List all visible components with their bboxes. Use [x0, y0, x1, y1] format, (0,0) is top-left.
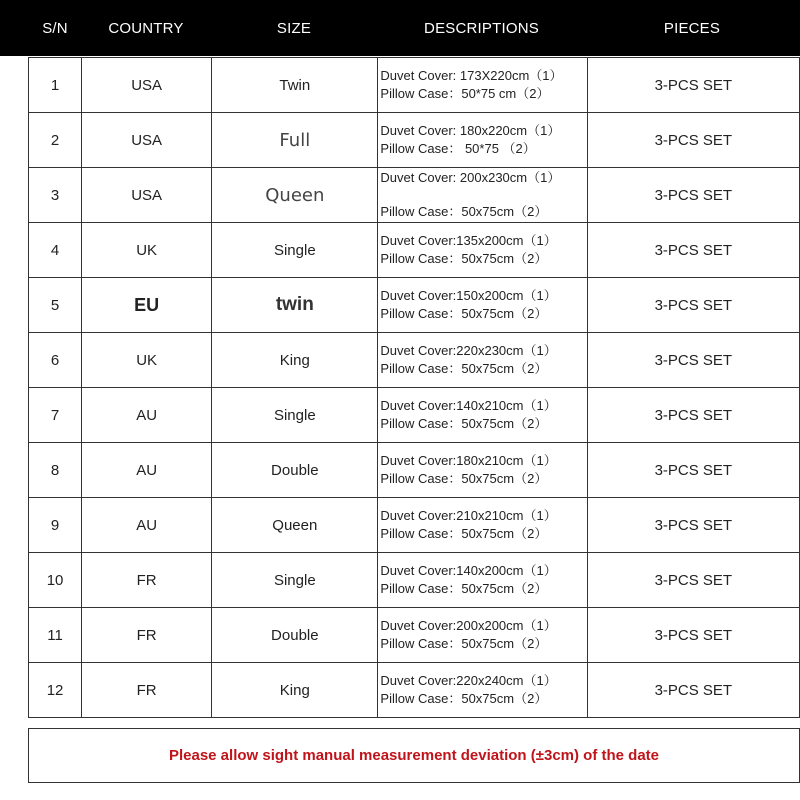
cell-sn [29, 278, 82, 333]
cell-size-text: Double [271, 626, 319, 644]
cell-sn-text: 7 [50, 406, 60, 424]
cell-country [82, 663, 212, 718]
pillow-case-text: Pillow Case：50x75cm（2） [380, 636, 548, 651]
cell-size [212, 278, 378, 333]
cell-sn [29, 498, 82, 553]
pillow-case-text: Pillow Case：50x75cm（2） [380, 526, 548, 541]
header-pieces: PIECES [663, 20, 721, 37]
cell-country [82, 113, 212, 168]
size-table [28, 57, 800, 718]
cell-pieces-text: 3-PCS SET [654, 516, 733, 534]
cell-pieces [587, 553, 799, 608]
cell-pieces [587, 168, 799, 223]
cell-description [378, 443, 587, 498]
cell-sn [29, 608, 82, 663]
table-row [29, 168, 800, 223]
pillow-case-text: Pillow Case：50*75 cm（2） [380, 86, 550, 101]
cell-size-text: Single [273, 406, 316, 424]
cell-sn-text: 6 [50, 351, 60, 369]
cell-country-text: USA [131, 186, 163, 204]
cell-description [378, 333, 587, 388]
table-row [29, 608, 800, 663]
cell-pieces-text: 3-PCS SET [654, 626, 733, 644]
cell-sn [29, 168, 82, 223]
cell-description [378, 278, 587, 333]
measurement-note-text: Please allow sight manual measurement deviation (±3cm) of the date [168, 747, 660, 764]
cell-pieces [587, 113, 799, 168]
duvet-cover-text: Duvet Cover: 173X220cm（1） [380, 68, 563, 83]
cell-pieces [587, 278, 799, 333]
duvet-cover-text: Duvet Cover:140x210cm（1） [380, 398, 557, 413]
cell-size [212, 113, 378, 168]
cell-country [82, 58, 212, 113]
cell-size [212, 553, 378, 608]
cell-country-text: USA [131, 76, 163, 94]
pillow-case-text: Pillow Case：50x75cm（2） [380, 306, 548, 321]
cell-size [212, 608, 378, 663]
table-row [29, 498, 800, 553]
header-size: SIZE [276, 20, 312, 37]
cell-size-text: King [279, 681, 310, 699]
cell-pieces [587, 663, 799, 718]
cell-description [378, 553, 587, 608]
table-row [29, 443, 800, 498]
cell-country-text: UK [136, 241, 158, 259]
cell-sn [29, 223, 82, 278]
cell-size-text: Single [273, 241, 316, 259]
cell-size [212, 498, 378, 553]
cell-size [212, 663, 378, 718]
cell-country [82, 278, 212, 333]
cell-size [212, 443, 378, 498]
cell-country [82, 443, 212, 498]
cell-pieces-text: 3-PCS SET [654, 296, 733, 314]
pillow-case-text: Pillow Case：50x75cm（2） [380, 581, 548, 596]
cell-pieces-text: 3-PCS SET [654, 241, 733, 259]
table-row [29, 113, 800, 168]
cell-sn-text: 9 [50, 516, 60, 534]
cell-pieces [587, 223, 799, 278]
cell-description [378, 168, 587, 223]
cell-size-text: King [279, 351, 310, 369]
cell-sn [29, 333, 82, 388]
cell-sn-text: 8 [50, 461, 60, 479]
cell-sn-text: 4 [50, 241, 60, 259]
cell-size [212, 58, 378, 113]
cell-sn [29, 663, 82, 718]
pillow-case-text: Pillow Case：50x75cm（2） [380, 691, 548, 706]
pillow-case-text: Pillow Case：50x75cm（2） [380, 416, 548, 431]
cell-country [82, 333, 212, 388]
cell-pieces-text: 3-PCS SET [654, 351, 733, 369]
cell-size [212, 168, 378, 223]
pillow-case-text: Pillow Case：50x75cm（2） [380, 361, 548, 376]
header-country: COUNTRY [108, 20, 184, 37]
cell-country [82, 388, 212, 443]
cell-description [378, 608, 587, 663]
table-row [29, 388, 800, 443]
duvet-cover-text: Duvet Cover: 180x220cm（1） [380, 123, 561, 138]
cell-pieces-text: 3-PCS SET [654, 681, 733, 699]
duvet-cover-text: Duvet Cover: 200x230cm（1） [380, 170, 561, 185]
cell-size [212, 388, 378, 443]
cell-pieces [587, 443, 799, 498]
cell-pieces [587, 498, 799, 553]
duvet-cover-text: Duvet Cover:220x230cm（1） [380, 343, 557, 358]
cell-sn [29, 113, 82, 168]
cell-size-text: Twin [279, 76, 311, 94]
cell-sn [29, 58, 82, 113]
cell-sn-text: 5 [50, 296, 60, 314]
cell-size-text: Full [279, 129, 311, 151]
cell-size-text: Queen [272, 516, 318, 534]
cell-size-text: Queen [265, 184, 325, 206]
header-descriptions: DESCRIPTIONS [424, 20, 539, 37]
duvet-cover-text: Duvet Cover:200x200cm（1） [380, 618, 557, 633]
cell-country [82, 498, 212, 553]
cell-country-text: AU [136, 406, 158, 424]
table-row [29, 333, 800, 388]
cell-pieces [587, 388, 799, 443]
cell-description [378, 223, 587, 278]
pillow-case-text: Pillow Case： 50*75 （2） [380, 141, 536, 156]
cell-country [82, 608, 212, 663]
duvet-cover-text: Duvet Cover:180x210cm（1） [380, 453, 557, 468]
cell-size [212, 333, 378, 388]
cell-country [82, 168, 212, 223]
cell-country-text: USA [131, 131, 163, 149]
cell-pieces-text: 3-PCS SET [654, 76, 733, 94]
cell-sn-text: 3 [50, 186, 60, 204]
table-header [0, 0, 800, 56]
pillow-case-text: Pillow Case：50x75cm（2） [380, 251, 548, 266]
table-row [29, 278, 800, 333]
cell-size-text: Single [273, 571, 316, 589]
cell-description [378, 498, 587, 553]
cell-size [212, 223, 378, 278]
duvet-cover-text: Duvet Cover:210x210cm（1） [380, 508, 557, 523]
cell-country-text: AU [136, 461, 158, 479]
cell-sn [29, 443, 82, 498]
pillow-case-text: Pillow Case：50x75cm（2） [380, 204, 548, 219]
duvet-cover-text: Duvet Cover:140x200cm（1） [380, 563, 557, 578]
cell-sn-text: 10 [46, 571, 64, 589]
cell-country-text: AU [136, 516, 158, 534]
table-row [29, 58, 800, 113]
cell-size-text: Double [271, 461, 319, 479]
cell-description [378, 663, 587, 718]
cell-description [378, 388, 587, 443]
cell-pieces-text: 3-PCS SET [654, 131, 733, 149]
cell-sn [29, 388, 82, 443]
cell-country-text: EU [134, 294, 160, 315]
cell-sn-text: 2 [50, 131, 60, 149]
cell-pieces-text: 3-PCS SET [654, 406, 733, 424]
cell-country [82, 223, 212, 278]
cell-description [378, 58, 587, 113]
cell-country-text: UK [136, 351, 158, 369]
cell-pieces-text: 3-PCS SET [654, 461, 733, 479]
cell-pieces [587, 608, 799, 663]
cell-country [82, 553, 212, 608]
duvet-cover-text: Duvet Cover:135x200cm（1） [380, 233, 557, 248]
cell-pieces [587, 333, 799, 388]
cell-country-text: FR [136, 571, 157, 589]
cell-size-text: twin [275, 294, 314, 315]
cell-sn-text: 12 [46, 681, 64, 699]
cell-sn [29, 553, 82, 608]
duvet-cover-text: Duvet Cover:150x200cm（1） [380, 288, 557, 303]
cell-sn-text: 11 [47, 626, 63, 644]
measurement-note [28, 728, 800, 783]
cell-country-text: FR [136, 681, 157, 699]
table-row [29, 223, 800, 278]
cell-pieces-text: 3-PCS SET [654, 186, 733, 204]
table-row [29, 663, 800, 718]
table-row [29, 553, 800, 608]
pillow-case-text: Pillow Case：50x75cm（2） [380, 471, 548, 486]
cell-pieces-text: 3-PCS SET [654, 571, 733, 589]
header-sn: S/N [42, 20, 68, 37]
cell-description [378, 113, 587, 168]
cell-pieces [587, 58, 799, 113]
duvet-cover-text: Duvet Cover:220x240cm（1） [380, 673, 557, 688]
cell-sn-text: 1 [50, 76, 60, 94]
cell-country-text: FR [136, 626, 157, 644]
